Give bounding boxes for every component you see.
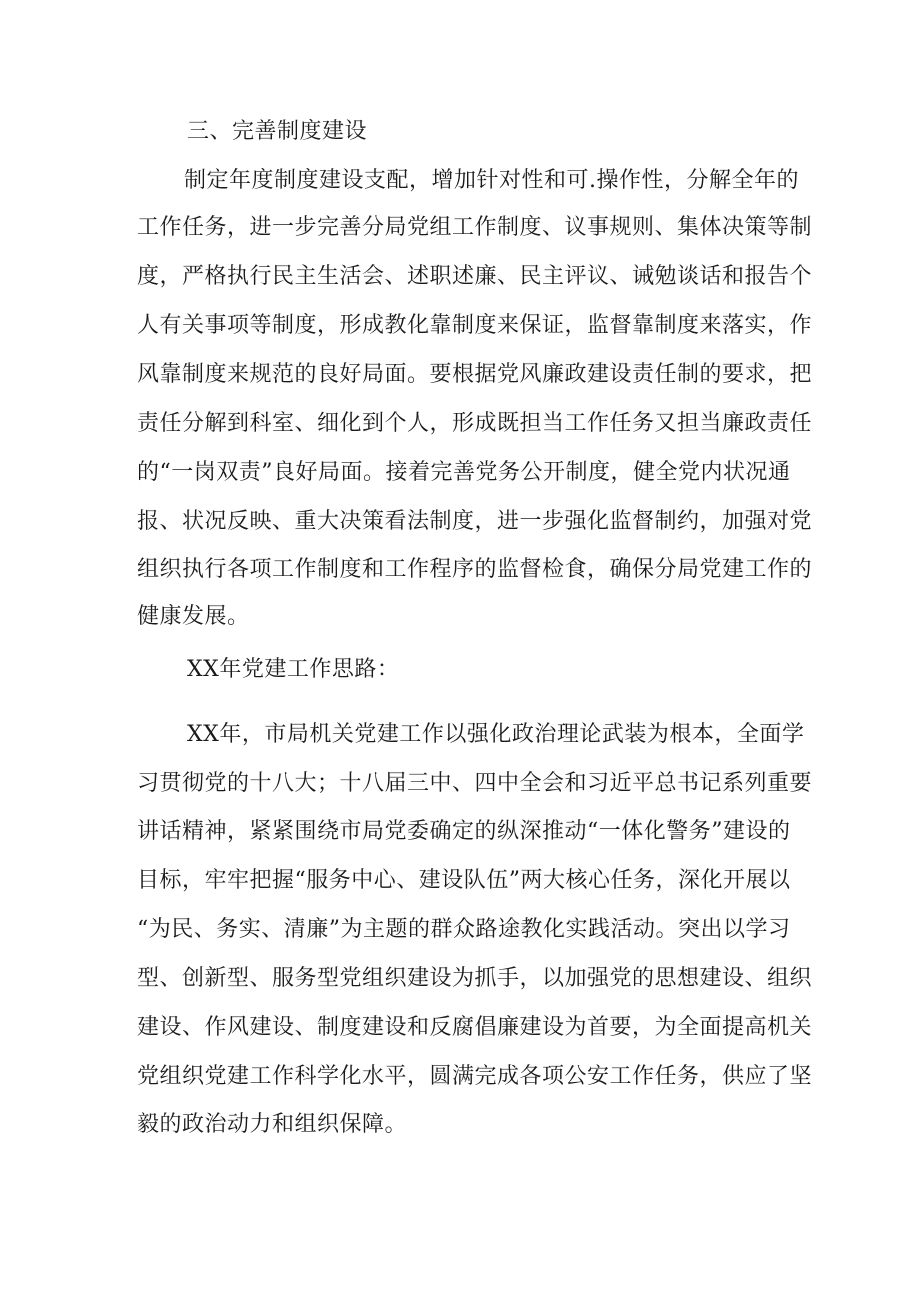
paragraph-1-line: 度，严格执行民主生活会、述职述廉、民主评议、诫勉谈话和报告个 [137,264,813,289]
paragraph-2-line: 型、创新型、服务型党组织建设为抓手，以加强党的思想建设、组织 [137,966,813,991]
paragraph-1-line: 健康发展。 [137,604,250,629]
paragraph-2-line: “为民、务实、清廉”为主题的群众路途教化实践活动。突出以学习 [137,917,791,942]
paragraph-1-line: 的“一岗双责”良好局面。接着完善党务公开制度，健全党内状况通 [137,460,791,485]
paragraph-1-line: 制定年度制度建设支配，增加针对性和可.操作性，分解全年的 [184,168,799,193]
paragraph-2-line: 党组织党建工作科学化水平，圆满完成各项公安工作任务，供应了坚 [137,1064,813,1089]
paragraph-2-line: XX年，市局机关党建工作以强化政治理论武装为根本，全面学 [187,722,805,747]
paragraph-2-line: 讲话精神，紧紧围绕市局党委确定的纵深推动“一体化警务”建设的 [137,819,791,844]
section-heading: 三、完善制度建设 [187,119,368,144]
paragraph-1-line: 责任分解到科室、细化到个人，形成既担当工作任务又担当廉政责任 [137,411,813,436]
paragraph-1-line: 人有关事项等制度，形成教化靠制度来保证，监督靠制度来落实，作 [137,313,813,338]
paragraph-2-line: 目标，牢牢把握“服务中心、建设队伍”两大核心任务，深化开展以 [137,868,791,893]
paragraph-1-line: 组织执行各项工作制度和工作程序的监督检食，确保分局党建工作的 [137,557,813,582]
subheading: XX年党建工作思路： [187,657,400,682]
paragraph-2-line: 建设、作风建设、制度建设和反腐倡廉建设为首要，为全面提高机关 [137,1015,813,1040]
paragraph-2-line: 习贯彻党的十八大；十八届三中、四中全会和习近平总书记系列重要 [137,771,813,796]
paragraph-1-line: 工作任务，进一步完善分局党组工作制度、议事规则、集体决策等制 [137,215,813,240]
paragraph-1-line: 风靠制度来规范的良好局面。要根据党风廉政建设责任制的要求，把 [137,362,813,387]
paragraph-1-line: 报、状况反映、重大决策看法制度，进一步强化监督制约，加强对党 [137,509,813,534]
paragraph-2-line: 毅的政治动力和组织保障。 [137,1112,408,1137]
